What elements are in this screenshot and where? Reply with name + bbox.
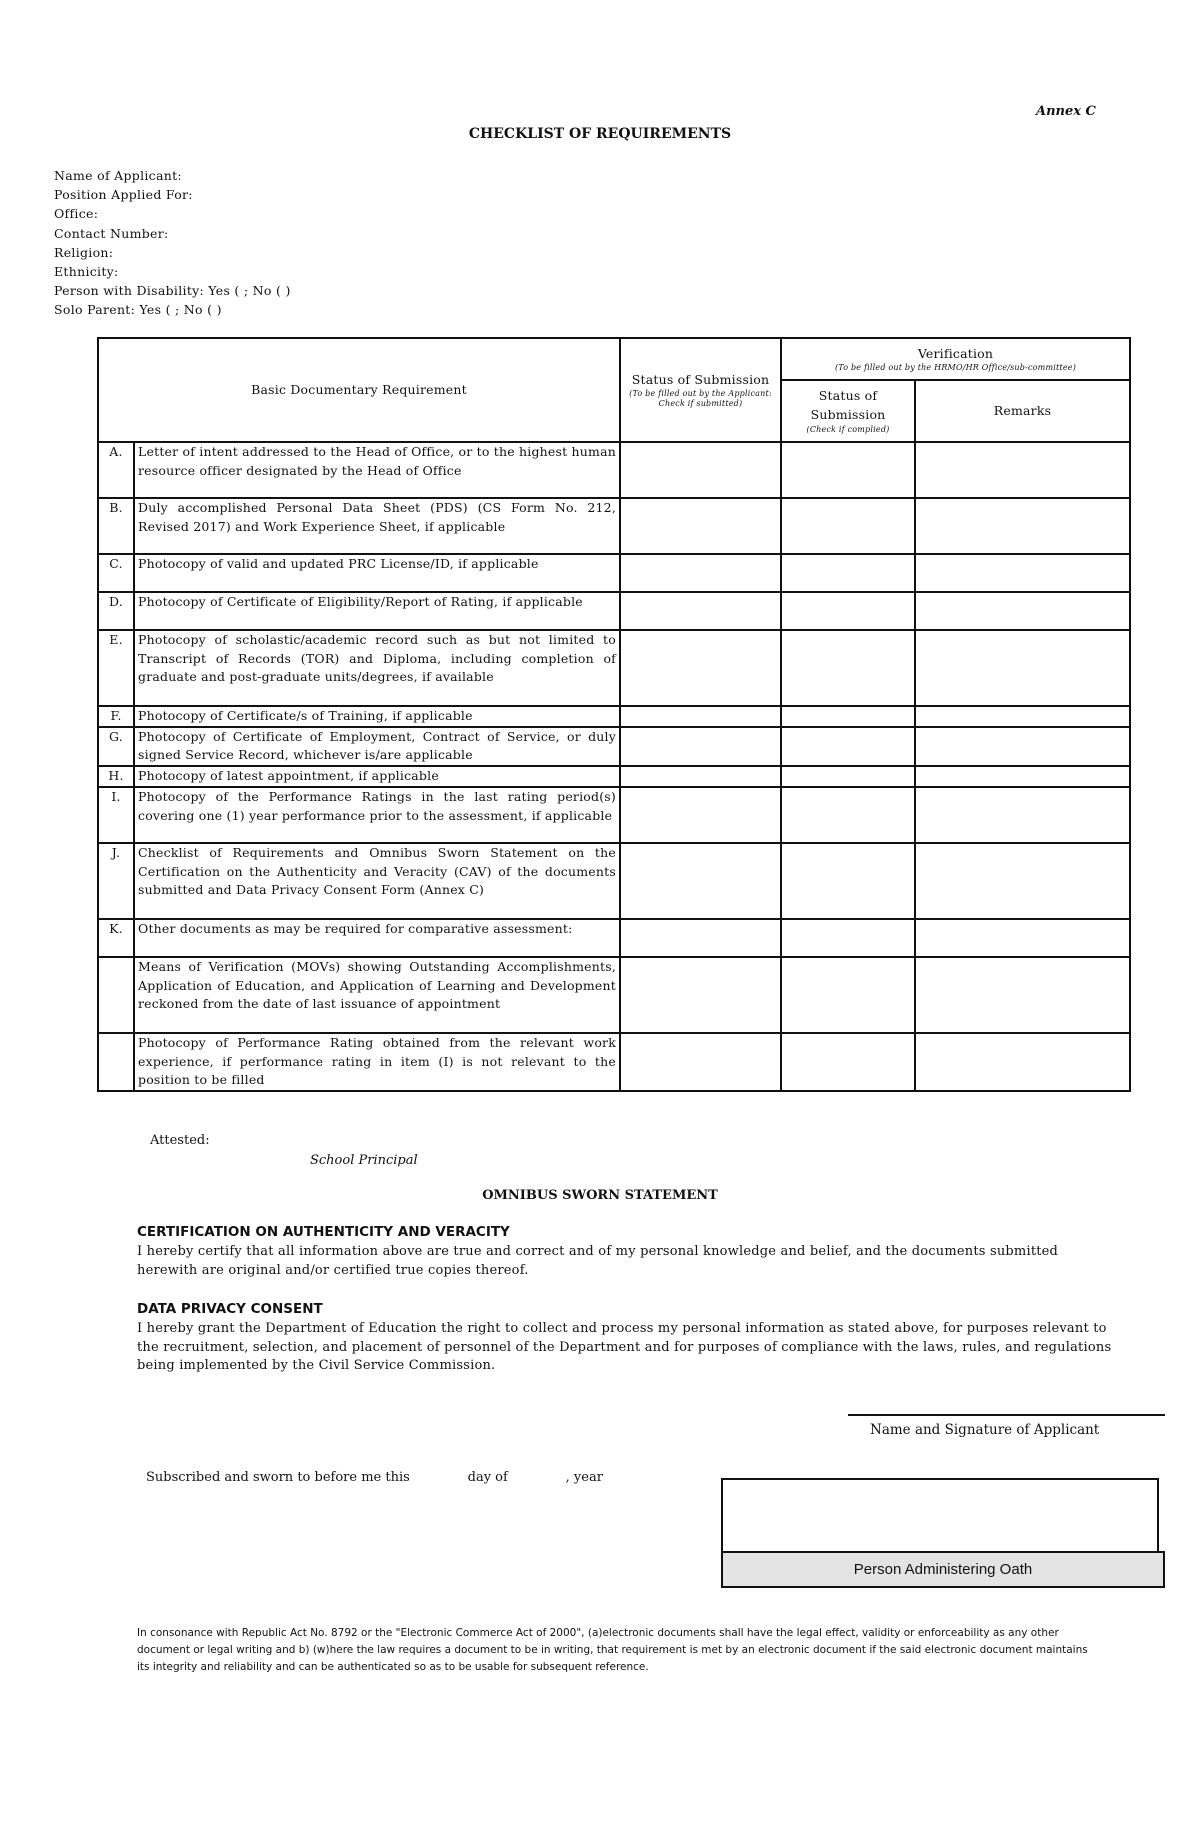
row-letter: H.: [98, 766, 134, 787]
applicant-info: [54, 166, 291, 320]
attested-label: Attested:: [150, 1133, 210, 1148]
row-text: Photocopy of Certificate of Eligibility/Report of Rating, if applicable: [134, 592, 620, 630]
status-cell[interactable]: [620, 766, 781, 787]
table-row: [98, 498, 1130, 554]
verified-cell[interactable]: [781, 592, 915, 630]
header-verification-note: (To be filled out by the HRMO/HR Office/sub-committee): [834, 363, 1077, 373]
oath-signature-box[interactable]: [721, 1478, 1159, 1554]
status-cell[interactable]: [620, 919, 781, 957]
verified-cell[interactable]: [781, 766, 915, 787]
signature-line: [848, 1414, 1165, 1416]
row-text: Photocopy of Certificate of Employment, Contract of Service, or duly signed Service Record, whichever is/are applicable: [134, 727, 620, 766]
table-row: [98, 727, 1130, 766]
header-requirement: Basic Documentary Requirement: [98, 338, 620, 442]
row-letter: K.: [98, 919, 134, 957]
cert-heading: CERTIFICATION ON AUTHENTICITY AND VERACITY: [137, 1224, 510, 1240]
remarks-cell[interactable]: [915, 787, 1130, 843]
verified-cell[interactable]: [781, 706, 915, 727]
footer-note: In consonance with Republic Act No. 8792 or the "Electronic Commerce Act of 2000", (a)electronic documents shall have the legal effect, validity or enforceability as any other document or legal writing and b) (w)here the law requires a document to be in writing, that requirement is met by an electronic document if the said electronic document maintains its integrity and reliability and can be authenticated so as to be usable for subsequent reference.: [137, 1627, 1088, 1673]
table-row: [98, 766, 1130, 787]
remarks-cell[interactable]: [915, 592, 1130, 630]
verified-cell[interactable]: [781, 630, 915, 706]
field-ethnicity: Ethnicity:: [54, 264, 119, 280]
header-status-label: Status of Submission: [631, 371, 770, 387]
row-letter: G.: [98, 727, 134, 766]
table-row: [98, 957, 1130, 1033]
row-text: Letter of intent addressed to the Head of Office, or to the highest human resource officer designated by the Head of Office: [134, 442, 620, 498]
row-letter: D.: [98, 592, 134, 630]
header-remarks: Remarks: [915, 380, 1130, 442]
row-text: Means of Verification (MOVs) showing Outstanding Accomplishments, Application of Education, and Application of Learning and Development reckoned from the date of last issuance of appointment: [134, 957, 620, 1033]
row-letter: [98, 1033, 134, 1091]
status-cell[interactable]: [620, 442, 781, 498]
header-status-note: (To be filled out by the Applicant: Check if submitted): [629, 389, 772, 409]
status-cell[interactable]: [620, 706, 781, 727]
cert-text: I hereby certify that all information above are true and correct and of my personal knowledge and belief, and the documents submitted herewith are original and/or certified true copies thereof.: [137, 1244, 1059, 1278]
privacy-text: I hereby grant the Department of Education the right to collect and process my personal information as stated above, for purposes relevant to the recruitment, selection, and placement of personnel of the Department and for purposes of compliance with the laws, rules, and regulations being implemented by the Civil Service Commission.: [137, 1321, 1112, 1373]
sworn-text: Subscribed and sworn to before me this day of , year: [146, 1470, 603, 1485]
remarks-cell[interactable]: [915, 919, 1130, 957]
row-letter: I.: [98, 787, 134, 843]
oath-title: OMNIBUS SWORN STATEMENT: [482, 1188, 718, 1203]
header-verification-label: Verification: [917, 345, 994, 361]
row-letter: C.: [98, 554, 134, 592]
remarks-cell[interactable]: [915, 1033, 1130, 1091]
row-letter: [98, 957, 134, 1033]
verified-cell[interactable]: [781, 919, 915, 957]
field-religion: Religion:: [54, 244, 114, 260]
person-administering-oath: Person Administering Oath: [721, 1551, 1165, 1588]
status-cell[interactable]: [620, 1033, 781, 1091]
applicant-signature-label: Name and Signature of Applicant: [870, 1422, 1100, 1438]
header-status: [620, 338, 781, 442]
row-text: Duly accomplished Personal Data Sheet (PDS) (CS Form No. 212, Revised 2017) and Work Experience Sheet, if applicable: [134, 498, 620, 554]
status-cell[interactable]: [620, 592, 781, 630]
remarks-cell[interactable]: [915, 706, 1130, 727]
verified-cell[interactable]: [781, 554, 915, 592]
row-text: Photocopy of the Performance Ratings in the last rating period(s) covering one (1) year performance prior to the assessment, if applicable: [134, 787, 620, 843]
header-ver-status-label: Status of Submission: [810, 388, 886, 422]
row-letter: A.: [98, 442, 134, 498]
page-title: CHECKLIST OF REQUIREMENTS: [468, 126, 732, 142]
table-row: [98, 843, 1130, 919]
row-text: Photocopy of latest appointment, if applicable: [134, 766, 620, 787]
status-cell[interactable]: [620, 957, 781, 1033]
verified-cell[interactable]: [781, 1033, 915, 1091]
remarks-cell[interactable]: [915, 554, 1130, 592]
verified-cell[interactable]: [781, 498, 915, 554]
remarks-cell[interactable]: [915, 843, 1130, 919]
table-row: [98, 442, 1130, 498]
remarks-cell[interactable]: [915, 727, 1130, 766]
header-verification: [781, 338, 1130, 380]
requirements-table: [97, 337, 1131, 1092]
verified-cell[interactable]: [781, 442, 915, 498]
row-text: Checklist of Requirements and Omnibus Sworn Statement on the Certification on the Authenticity and Veracity (CAV) of the documents submitted and Data Privacy Consent Form (Annex C): [134, 843, 620, 919]
row-letter: B.: [98, 498, 134, 554]
row-text: Photocopy of scholastic/academic record such as but not limited to Transcript of Records (TOR) and Diploma, including completion of graduate and post-graduate units/degrees, if available: [134, 630, 620, 706]
remarks-cell[interactable]: [915, 957, 1130, 1033]
remarks-cell[interactable]: [915, 630, 1130, 706]
table-row: [98, 919, 1130, 957]
table-row: [98, 787, 1130, 843]
header-ver-status-note: (Check if complied): [806, 424, 890, 434]
header-ver-status: [781, 380, 915, 442]
remarks-cell[interactable]: [915, 442, 1130, 498]
field-solo-parent: Solo Parent: Yes ( ; No ( ): [54, 302, 222, 318]
verified-cell[interactable]: [781, 727, 915, 766]
privacy-heading: DATA PRIVACY CONSENT: [137, 1301, 323, 1317]
table-row: [98, 592, 1130, 630]
row-letter: E.: [98, 630, 134, 706]
verified-cell[interactable]: [781, 843, 915, 919]
verified-cell[interactable]: [781, 787, 915, 843]
table-row: [98, 1033, 1130, 1091]
field-name: Name of Applicant:: [54, 168, 182, 183]
row-text: Other documents as may be required for comparative assessment:: [134, 919, 620, 957]
remarks-cell[interactable]: [915, 766, 1130, 787]
status-cell[interactable]: [620, 727, 781, 766]
field-contact: Contact Number:: [54, 225, 169, 241]
row-letter: J.: [98, 843, 134, 919]
principal-label: School Principal: [310, 1153, 418, 1168]
field-pwd: Person with Disability: Yes ( ; No ( ): [54, 283, 291, 299]
status-cell[interactable]: [620, 498, 781, 554]
row-text: Photocopy of Performance Rating obtained from the relevant work experience, if performance rating in item (I) is not relevant to the position to be filled: [134, 1033, 620, 1091]
verified-cell[interactable]: [781, 957, 915, 1033]
status-cell[interactable]: [620, 630, 781, 706]
table-row: [98, 554, 1130, 592]
field-position: Position Applied For:: [54, 187, 193, 203]
table-row: [98, 630, 1130, 706]
field-office: Office:: [54, 206, 99, 222]
row-letter: F.: [98, 706, 134, 727]
table-row: [98, 706, 1130, 727]
status-cell[interactable]: [620, 787, 781, 843]
row-text: Photocopy of valid and updated PRC License/ID, if applicable: [134, 554, 620, 592]
remarks-cell[interactable]: [915, 498, 1130, 554]
status-cell[interactable]: [620, 554, 781, 592]
row-text: Photocopy of Certificate/s of Training, if applicable: [134, 706, 620, 727]
annex-label: Annex C: [1036, 104, 1096, 119]
status-cell[interactable]: [620, 843, 781, 919]
